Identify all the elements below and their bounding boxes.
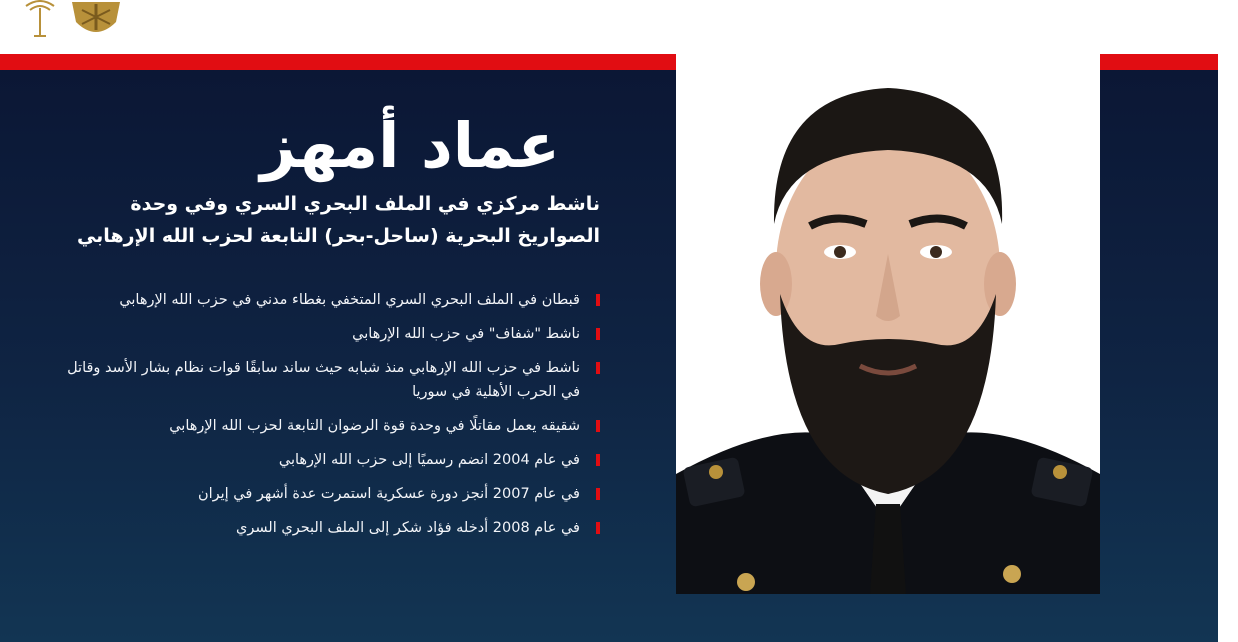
red-bullet-icon xyxy=(596,454,600,466)
fact-text: ناشط في حزب الله الإرهابي منذ شبابه حيث ساند سابقًا قوات نظام بشار الأسد وقاتل في الحرب الأهلية في سوريا xyxy=(67,360,580,400)
fact-item xyxy=(60,322,600,346)
red-bullet-icon xyxy=(596,420,600,432)
subtitle-line-2: الصواريخ البحرية (ساحل-بحر) التابعة لحزب الله الإرهابي xyxy=(76,225,600,247)
red-bullet-icon xyxy=(596,328,600,340)
fact-text: شقيقه يعمل مقاتلًا في وحدة قوة الرضوان التابعة لحزب الله الإرهابي xyxy=(169,418,580,434)
fact-text: في عام 2004 انضم رسميًا إلى حزب الله الإرهابي xyxy=(278,452,580,468)
fact-text: قبطان في الملف البحري السري المتخفي بغطاء مدني في حزب الله الإرهابي xyxy=(119,292,580,308)
red-bullet-icon xyxy=(596,294,600,306)
fact-item xyxy=(60,288,600,312)
fact-text: ناشط "شفاف" في حزب الله الإرهابي xyxy=(352,326,580,342)
role-subtitle xyxy=(60,188,600,252)
fact-item xyxy=(60,414,600,438)
facts-list xyxy=(60,288,600,540)
profile-text xyxy=(60,110,600,550)
fact-item xyxy=(60,356,600,404)
red-bullet-icon xyxy=(596,362,600,374)
fact-item xyxy=(60,448,600,472)
fact-text: في عام 2007 أنجز دورة عسكرية استمرت عدة أشهر في إيران xyxy=(197,486,580,502)
idf-emblem-icon xyxy=(72,2,120,32)
red-bullet-icon xyxy=(596,522,600,534)
subtitle-line-1: ناشط مركزي في الملف البحري السري وفي وحدة xyxy=(130,193,600,215)
emblems xyxy=(12,0,132,44)
red-bullet-icon xyxy=(596,488,600,500)
red-accent-bar xyxy=(0,54,676,70)
fact-item xyxy=(60,516,600,540)
intelligence-emblem-icon xyxy=(26,1,54,36)
red-accent-bar-right xyxy=(1100,54,1218,70)
fact-text: في عام 2008 أدخله فؤاد شكر إلى الملف البحري السري xyxy=(236,520,580,536)
fact-item xyxy=(60,482,600,506)
portrait-photo xyxy=(676,54,1100,594)
person-name: عماد أمهز xyxy=(260,109,560,182)
